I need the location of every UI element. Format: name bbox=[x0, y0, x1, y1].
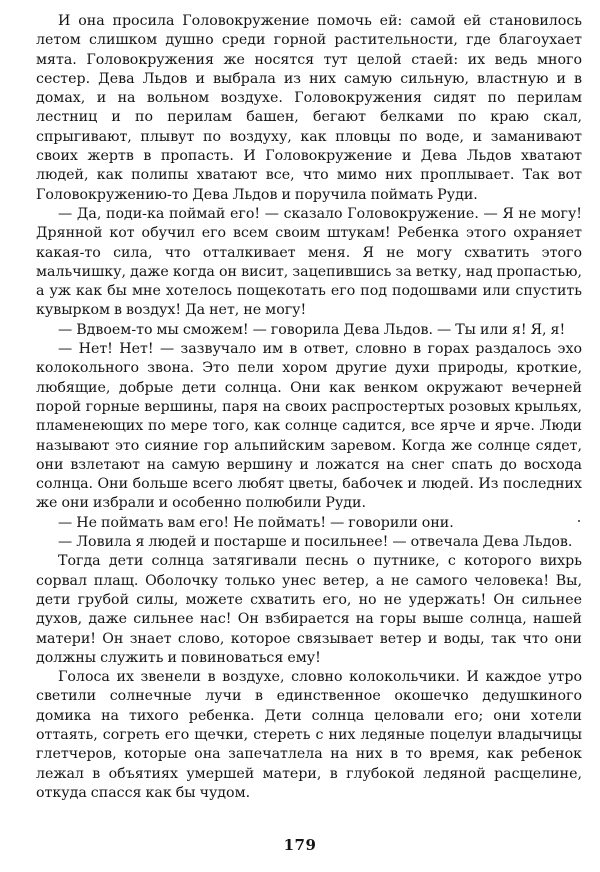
paragraph-5: — Не поймать вам его! Не поймать! — говорили они. bbox=[58, 514, 454, 531]
paragraph-2: — Да, поди-ка поймай его! — сказало Головокружение. — Я не могу! Дрянной кот обучил его всем своим штукам! Ребенка этого охраняет какая-то сила, что отталкивает меня. Я не могу схватить этого мальчишку, даже когда он висит, зацепившись за ветку, над пропастью, а уж как бы мне хотелось пощекотать его под подошвами или спустить кувырком в воздух! Да нет, не могу! bbox=[36, 205, 582, 319]
paragraph-3: — Вдвоем-то мы сможем! — говорила Дева Льдов. — Ты или я! Я, я! bbox=[58, 321, 566, 338]
page-number: 179 bbox=[283, 836, 317, 854]
paragraph-6: — Ловила я людей и постарше и посильнее! — отвечала Дева Льдов. bbox=[58, 534, 573, 551]
paragraph-8: Голоса их звенели в воздухе, словно колокольчики. И каждое утро светили солнечные лучи в единственное окошечко дедушкиного домика на тихого ребенка. Дети солнца целовали его; они хотели оттаять, согреть его щечки, стереть с них ледяные поцелуи владычицы глетчеров, которые она запечатлела на них в то время, как ребенок лежал в объятиях умершей матери, в глубокой ледяной расщелине, откуда спасся как бы чудом. bbox=[36, 669, 582, 801]
page-body-text bbox=[36, 12, 582, 803]
paragraph-7: Тогда дети солнца затягивали песнь о путнике, с которого вихрь сорвал плащ. Оболочку только унес ветер, а не самого человека! Вы, дети грубой силы, можете схватить его, но не удержать! Он сильнее духов, даже сильнее нас! Он взбирается на горы выше солнца, нашей матери! Он знает слово, которое связывает ветер и воды, так что они должны служить и повиноваться ему! bbox=[36, 553, 582, 666]
print-speck bbox=[578, 520, 580, 522]
paragraph-4: — Нет! Нет! — зазвучало им в ответ, словно в горах раздалось эхо колокольного звона. Это пели хором другие духи природы, кроткие, любящие, добрые дети солнца. Они как венком окружают вечерней порой горные вершины, паря на своих распростертых розовых крыльях, пламенеющих по мере того, как солнце садится, все ярче и ярче. Люди называют это сияние гор альпийским заревом. Когда же солнце сядет, они взлетают на самую вершину и ложатся на снег спать до восхода солнца. Они больше всего любят цветы, бабочек и людей. Из последних же они избрали и особенно полюбили Руди. bbox=[36, 341, 582, 512]
paragraph-1: И она просила Головокружение помочь ей: самой ей становилось летом слишком душно среди горной растительности, где благоухает мята. Головокружения же носятся тут целой стаей: их ведь много сестер. Дева Льдов и выбрала из них самую сильную, властную и в домах, и на вольном воздухе. Головокружения сидят по перилам лестниц и по перилам башен, бегают белками по краю скал, спрыгивают, плывут по воздуху, как пловцы по воде, и заманивают своих жертв в пропасть. И Головокружение и Дева Льдов хватают людей, как полипы хватают все, что мимо них проплывает. Так вот Головокружению-то Дева Льдов и поручила поймать Руди. bbox=[36, 13, 582, 203]
